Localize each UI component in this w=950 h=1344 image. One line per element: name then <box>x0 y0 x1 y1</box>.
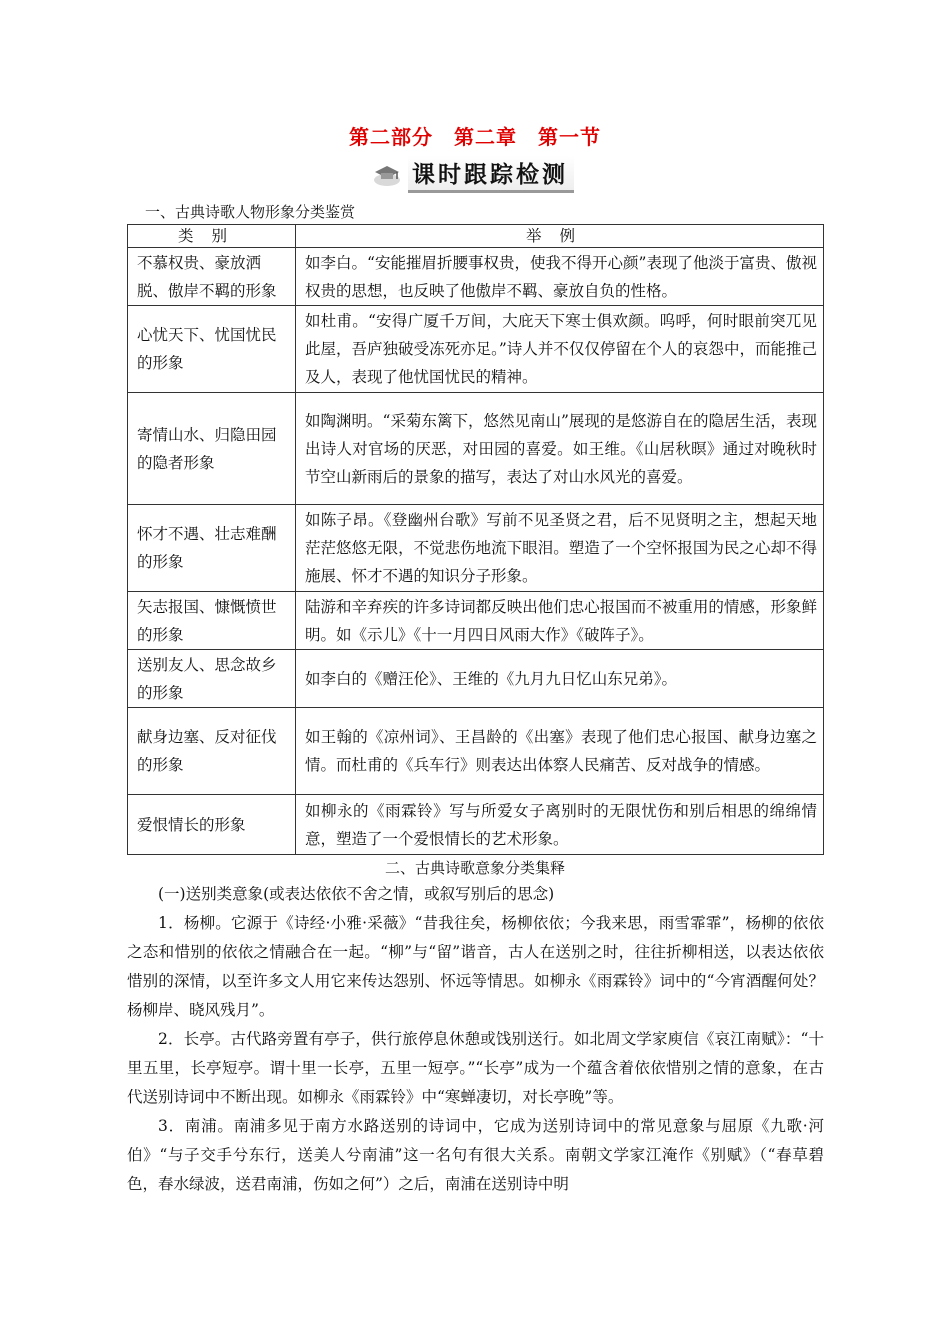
table-row <box>128 505 824 592</box>
example-cell: 如陶渊明。“采菊东篱下，悠然见南山”展现的是悠游自在的隐居生活，表现出诗人对官场的厌恶，对田园的喜爱。如王维。《山居秋暝》通过对晚秋时节空山新雨后的景象的描写，表达了对山水风光的喜爱。 <box>296 393 824 505</box>
table-row <box>128 306 824 393</box>
table-row <box>128 248 824 306</box>
paragraph: 3．南浦。南浦多见于南方水路送别的诗词中，它成为送别诗词中的常见意象与屈原《九歌·河伯》“与子交手兮东行，送美人兮南浦”这一名句有很大关系。南朝文学家江淹作《别赋》（“春草碧色，春水绿波，送君南浦，伤如之何”）之后，南浦在送别诗中明 <box>127 1117 824 1193</box>
example-cell: 如杜甫。“安得广厦千万间，大庇天下寒士俱欢颜。呜呼，何时眼前突兀见此屋，吾庐独破受冻死亦足。”诗人并不仅仅停留在个人的哀怨中，而能推己及人，表现了他忧国忧民的精神。 <box>296 306 824 393</box>
category-cell: 不慕权贵、豪放洒脱、傲岸不羁的形象 <box>128 248 296 306</box>
column-header-category: 类别 <box>128 225 296 248</box>
example-cell: 如李白的《赠汪伦》、王维的《九月九日忆山东兄弟》。 <box>296 650 824 708</box>
paragraph: 1．杨柳。它源于《诗经·小雅·采薇》“昔我往矣，杨柳依依；今我来思，雨雪霏霏”，杨柳的依依之态和惜别的依依之情融合在一起。“柳”与“留”谐音，古人在送别之时，往往折柳相送，以表达依依惜别的深情，以至许多文人用它来传达怨别、怀远等情思。如柳永《雨霖铃》词中的“今宵酒醒何处？杨柳岸、晓风残月”。 <box>127 914 824 1019</box>
banner-title: 课时跟踪检测 <box>408 156 574 193</box>
graduation-cap-icon <box>372 160 402 188</box>
category-cell: 心忧天下、忧国忧民的形象 <box>128 306 296 393</box>
category-cell: 寄情山水、归隐田园的隐者形象 <box>128 393 296 505</box>
example-cell: 如陈子昂。《登幽州台歌》写前不见圣贤之君，后不见贤明之主，想起天地茫茫悠悠无限，不觉悲伤地流下眼泪。塑造了一个空怀报国为民之心却不得施展、怀才不遇的知识分子形象。 <box>296 505 824 592</box>
table-row <box>128 795 824 855</box>
subheading: (一)送别类意象(或表达依依不舍之情，或叙写别后的思念) <box>158 885 555 903</box>
section-banner <box>372 157 620 191</box>
page-title: 第二部分 第二章 第一节 <box>349 125 601 149</box>
category-cell: 爱恨情长的形象 <box>128 795 296 855</box>
example-cell: 如王翰的《凉州词》、王昌龄的《出塞》表现了他们忠心报国、献身边塞之情。而杜甫的《兵车行》则表达出体察人民痛苦、反对战争的情感。 <box>296 708 824 795</box>
category-cell: 怀才不遇、壮志难酬的形象 <box>128 505 296 592</box>
paragraph: 2．长亭。古代路旁置有亭子，供行旅停息休憩或饯别送行。如北周文学家庾信《哀江南赋》：“十里五里，长亭短亭。谓十里一长亭，五里一短亭。”“长亭”成为一个蕴含着依依惜别之情的意象，在古代送别诗词中不断出现。如柳永《雨霖铃》中“寒蝉凄切，对长亭晚”等。 <box>127 1030 824 1106</box>
table-row <box>128 708 824 795</box>
category-cell: 献身边塞、反对征伐的形象 <box>128 708 296 795</box>
example-cell: 如柳永的《雨霖铃》写与所爱女子离别时的无限忧伤和别后相思的绵绵情意，塑造了一个爱恨情长的艺术形象。 <box>296 795 824 855</box>
example-cell: 陆游和辛弃疾的许多诗词都反映出他们忠心报国而不被重用的情感，形象鲜明。如《示儿》《十一月四日风雨大作》《破阵子》。 <box>296 592 824 650</box>
table-row <box>128 650 824 708</box>
table-row <box>128 592 824 650</box>
section-heading: 二、古典诗歌意象分类集释 <box>384 859 565 877</box>
category-cell: 矢志报国、慷慨愤世的形象 <box>128 592 296 650</box>
example-cell: 如李白。“安能摧眉折腰事权贵，使我不得开心颜”表现了他淡于富贵、傲视权贵的思想，也反映了他傲岸不羁、豪放自负的性格。 <box>296 248 824 306</box>
category-cell: 送别友人、思念故乡的形象 <box>128 650 296 708</box>
table-row <box>128 393 824 505</box>
body-text <box>127 880 824 1199</box>
column-header-example: 举例 <box>296 225 824 248</box>
table-header-row <box>128 225 824 248</box>
character-image-table <box>127 224 824 855</box>
section-heading: 一、古典诗歌人物形象分类鉴赏 <box>145 203 356 221</box>
